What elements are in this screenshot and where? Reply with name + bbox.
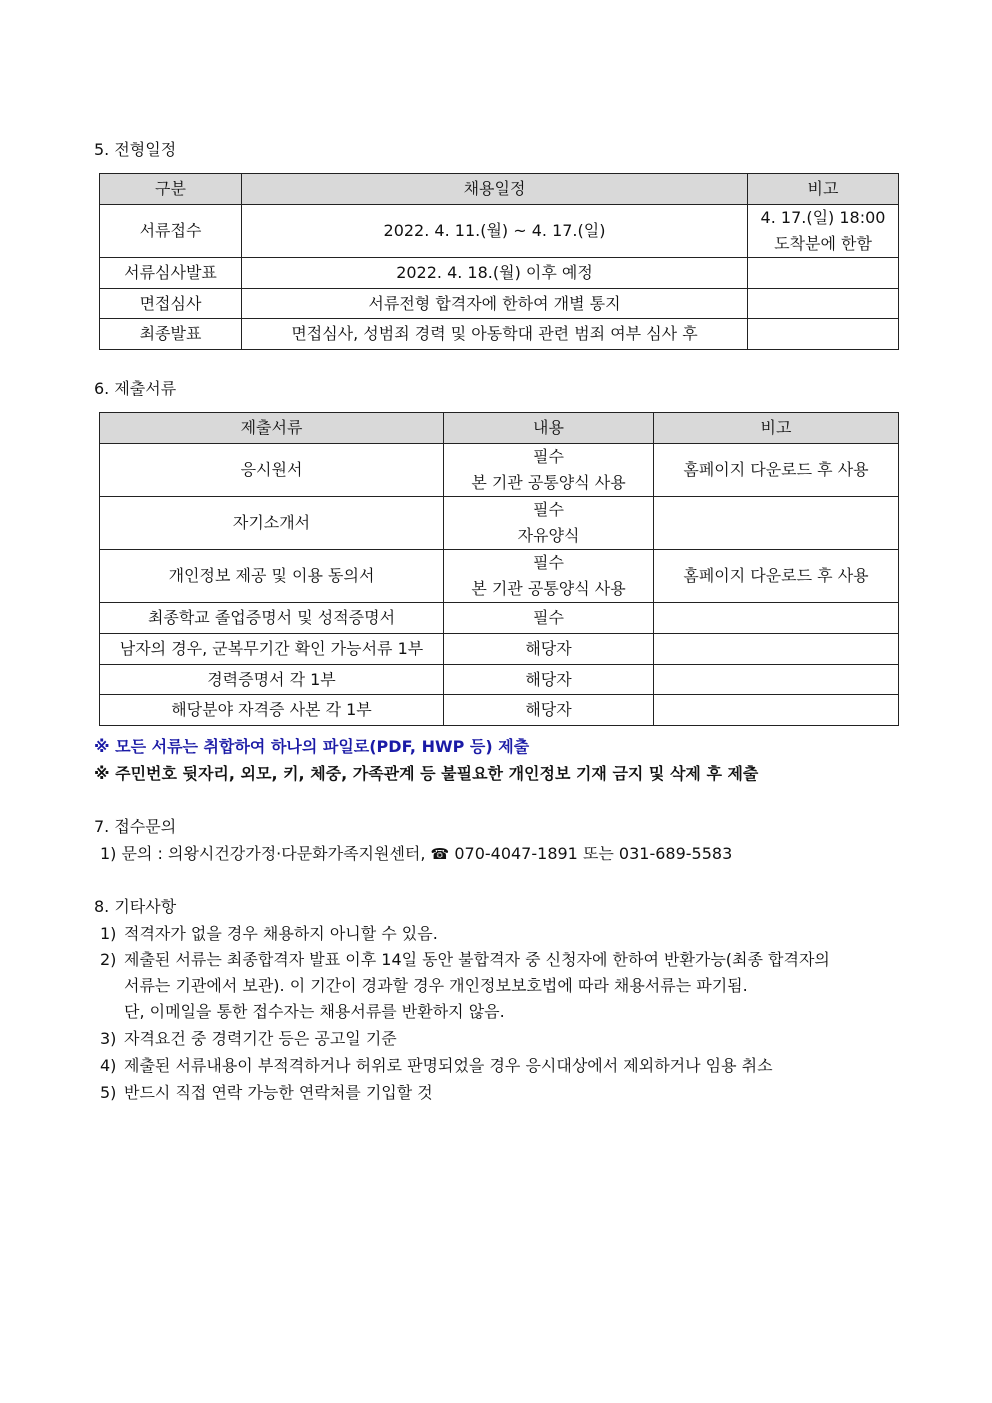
list-item bbox=[100, 923, 438, 945]
list-item-continuation: 서류는 기관에서 보관). 이 기간이 경과할 경우 개인정보보호법에 따라 채용서류는 파기됨. bbox=[124, 976, 748, 995]
schedule-note-line2: 도착분에 한함 bbox=[774, 234, 872, 253]
document-content-line2: 본 기관 공통양식 사용 bbox=[471, 579, 626, 598]
schedule-header-category: 구분 bbox=[100, 174, 242, 205]
list-item bbox=[100, 1055, 773, 1077]
schedule-note-line1: 4. 17.(일) 18:00 bbox=[760, 208, 886, 227]
list-item bbox=[100, 1028, 397, 1050]
document-name: 경력증명서 각 1부 bbox=[100, 665, 444, 695]
document-content bbox=[444, 444, 654, 497]
contact-phone-numbers: 070-4047-1891 또는 031-689-5583 bbox=[454, 844, 733, 863]
submission-note-file: ※ 모든 서류는 취합하여 하나의 파일로(PDF, HWP 등) 제출 bbox=[94, 737, 530, 756]
contact-line bbox=[100, 843, 732, 865]
list-item bbox=[100, 949, 830, 971]
schedule-date: 2022. 4. 18.(월) 이후 예정 bbox=[242, 258, 748, 289]
document-content-line2: 본 기관 공통양식 사용 bbox=[471, 473, 626, 492]
documents-header-doc: 제출서류 bbox=[100, 413, 444, 444]
section7-title: 7. 접수문의 bbox=[94, 817, 177, 836]
schedule-header-note: 비고 bbox=[748, 174, 899, 205]
schedule-category: 서류심사발표 bbox=[100, 258, 242, 289]
list-item-text: 반드시 직접 연락 가능한 연락처를 기입할 것 bbox=[124, 1083, 433, 1102]
document-content bbox=[444, 550, 654, 603]
document-note bbox=[654, 603, 899, 634]
document-content: 해당자 bbox=[444, 695, 654, 726]
document-content: 필수 bbox=[444, 603, 654, 634]
schedule-category: 면접심사 bbox=[100, 289, 242, 319]
schedule-note bbox=[748, 258, 899, 289]
list-item bbox=[100, 1082, 433, 1104]
document-note bbox=[654, 497, 899, 550]
list-item-number: 4) bbox=[100, 1056, 117, 1075]
document-content: 해당자 bbox=[444, 665, 654, 695]
document-name: 자기소개서 bbox=[100, 497, 444, 550]
table-row bbox=[100, 550, 899, 603]
documents-header-content: 내용 bbox=[444, 413, 654, 444]
document-note bbox=[654, 695, 899, 726]
table-row bbox=[100, 289, 899, 319]
document-name: 개인정보 제공 및 이용 동의서 bbox=[100, 550, 444, 603]
schedule-category: 서류접수 bbox=[100, 205, 242, 258]
table-row bbox=[100, 603, 899, 634]
document-note: 홈페이지 다운로드 후 사용 bbox=[654, 550, 899, 603]
schedule-table bbox=[99, 173, 899, 350]
list-item-text: 제출된 서류내용이 부적격하거나 허위로 판명되었을 경우 응시대상에서 제외하거나 임용 취소 bbox=[124, 1056, 773, 1075]
document-content-line1: 필수 bbox=[533, 553, 564, 572]
submission-note-privacy: ※ 주민번호 뒷자리, 외모, 키, 체중, 가족관계 등 불필요한 개인정보 기재 금지 및 삭제 후 제출 bbox=[94, 764, 759, 783]
document-name: 남자의 경우, 군복무기간 확인 가능서류 1부 bbox=[100, 634, 444, 665]
document-name: 응시원서 bbox=[100, 444, 444, 497]
table-row bbox=[100, 634, 899, 665]
table-row bbox=[100, 497, 899, 550]
document-content-line1: 필수 bbox=[533, 500, 564, 519]
schedule-date: 서류전형 합격자에 한하여 개별 통지 bbox=[242, 289, 748, 319]
schedule-note bbox=[748, 319, 899, 350]
table-row bbox=[100, 665, 899, 695]
schedule-note bbox=[748, 289, 899, 319]
document-note bbox=[654, 665, 899, 695]
documents-table bbox=[99, 412, 899, 726]
list-item-number: 3) bbox=[100, 1029, 117, 1048]
documents-header-note: 비고 bbox=[654, 413, 899, 444]
schedule-header-schedule: 채용일정 bbox=[242, 174, 748, 205]
document-content-line1: 필수 bbox=[533, 447, 564, 466]
list-item-text: 제출된 서류는 최종합격자 발표 이후 14일 동안 불합격자 중 신청자에 한하여 반환가능(최종 합격자의 bbox=[124, 950, 830, 969]
table-row bbox=[100, 444, 899, 497]
table-row bbox=[100, 319, 899, 350]
schedule-note bbox=[748, 205, 899, 258]
table-row bbox=[100, 258, 899, 289]
section8-title: 8. 기타사항 bbox=[94, 897, 177, 916]
list-item-number: 5) bbox=[100, 1083, 117, 1102]
schedule-category: 최종발표 bbox=[100, 319, 242, 350]
list-item-continuation: 단, 이메일을 통한 접수자는 채용서류를 반환하지 않음. bbox=[124, 1002, 505, 1021]
schedule-date: 면접심사, 성범죄 경력 및 아동학대 관련 범죄 여부 심사 후 bbox=[242, 319, 748, 350]
document-note bbox=[654, 634, 899, 665]
document-content-line2: 자유양식 bbox=[517, 526, 580, 545]
document-name: 최종학교 졸업증명서 및 성적증명서 bbox=[100, 603, 444, 634]
document-content bbox=[444, 497, 654, 550]
list-item-number: 1) bbox=[100, 924, 117, 943]
list-item-text: 자격요건 중 경력기간 등은 공고일 기준 bbox=[124, 1029, 397, 1048]
list-item-number: 2) bbox=[100, 950, 117, 969]
table-row bbox=[100, 695, 899, 726]
section5-title: 5. 전형일정 bbox=[94, 140, 177, 159]
section6-title: 6. 제출서류 bbox=[94, 379, 177, 398]
phone-icon: ☎ bbox=[430, 845, 450, 863]
document-content: 해당자 bbox=[444, 634, 654, 665]
document-name: 해당분야 자격증 사본 각 1부 bbox=[100, 695, 444, 726]
contact-text: 1) 문의 : 의왕시건강가정·다문화가족지원센터, bbox=[100, 844, 426, 863]
schedule-date: 2022. 4. 11.(월) ~ 4. 17.(일) bbox=[242, 205, 748, 258]
list-item-text: 적격자가 없을 경우 채용하지 아니할 수 있음. bbox=[124, 924, 438, 943]
table-row bbox=[100, 205, 899, 258]
document-note: 홈페이지 다운로드 후 사용 bbox=[654, 444, 899, 497]
